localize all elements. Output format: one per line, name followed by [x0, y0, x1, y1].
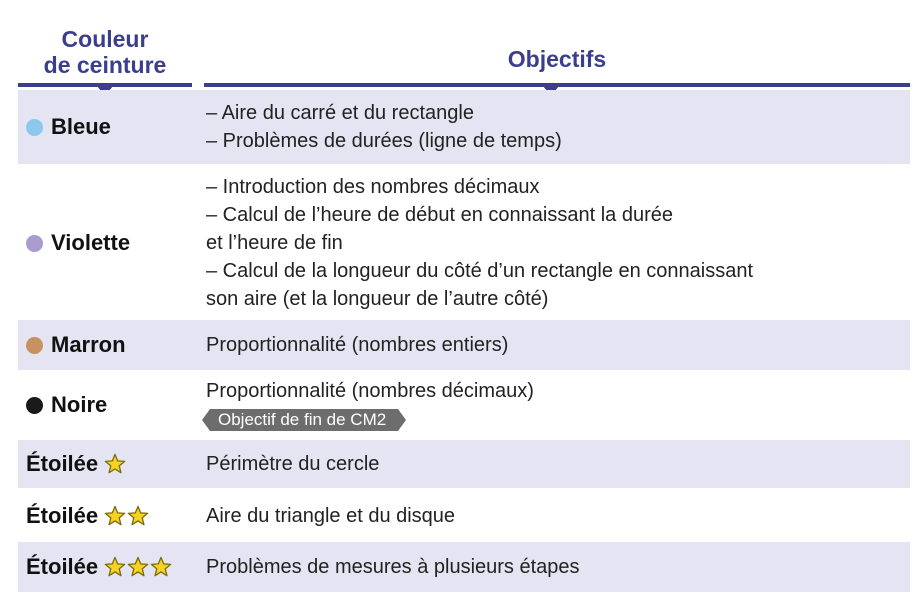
belt-label: Noire [51, 392, 108, 417]
objective-line: Proportionnalité (nombres décimaux) [206, 380, 534, 402]
belt-label: Violette [51, 230, 131, 255]
table-row-star-2 [18, 492, 910, 540]
belt-cell [18, 503, 204, 529]
objectives-cell [204, 173, 753, 313]
star-rating [104, 505, 149, 527]
objective-line: – Introduction des nombres décimaux [206, 176, 540, 198]
objective-line: – Problèmes de durées (ligne de temps) [206, 130, 562, 152]
table-row-blue [18, 90, 910, 164]
star-rating [104, 556, 172, 578]
belt-header-line2: de ceinture [43, 52, 167, 78]
end-of-cm2-badge: Objectif de fin de CM2 [210, 409, 398, 431]
star-rating [104, 453, 126, 475]
objectives-cell [204, 553, 580, 581]
objective-line: – Aire du carré et du rectangle [206, 102, 474, 124]
objective-line: Proportionnalité (nombres entiers) [206, 334, 509, 356]
objective-line: son aire (et la longueur de l’autre côté) [206, 288, 549, 310]
objective-line: Aire du triangle et du disque [206, 505, 456, 527]
violet-dot-icon [26, 235, 43, 252]
objective-line: Problèmes de mesures à plusieurs étapes [206, 556, 580, 578]
table-row-black [18, 372, 910, 438]
blue-dot-icon [26, 119, 43, 136]
objectives-header: Objectifs [507, 46, 607, 72]
objectives-cell [204, 377, 534, 433]
brown-dot-icon [26, 337, 43, 354]
black-dot-icon [26, 397, 43, 414]
belt-cell [18, 392, 204, 418]
objective-line: Périmètre du cercle [206, 453, 380, 475]
star-icon [104, 505, 126, 527]
star-icon [150, 556, 172, 578]
star-icon [127, 505, 149, 527]
star-icon [104, 556, 126, 578]
table-row-violet [18, 168, 910, 318]
table-row-brown [18, 320, 910, 370]
table-row-star-1 [18, 440, 910, 488]
table-row-star-3 [18, 542, 910, 592]
star-icon [104, 453, 126, 475]
belt-label: Étoilée [26, 503, 99, 528]
belt-label: Bleue [51, 114, 111, 139]
belt-label: Marron [51, 332, 126, 357]
objective-line: – Calcul de l’heure de début en connaissant la durée [206, 204, 673, 226]
belt-cell [18, 451, 204, 477]
objective-line: – Calcul de la longueur du côté d’un rectangle en connaissant [206, 260, 754, 282]
objectives-cell [204, 502, 455, 530]
belt-cell [18, 230, 204, 256]
objectives-cell [204, 99, 562, 155]
belt-cell [18, 114, 204, 140]
star-icon [127, 556, 149, 578]
belt-label: Étoilée [26, 554, 99, 579]
belt-cell [18, 554, 204, 580]
objectives-cell [204, 450, 379, 478]
objective-line: et l’heure de fin [206, 232, 343, 254]
belt-label: Étoilée [26, 451, 99, 476]
belt-cell [18, 332, 204, 358]
objectives-cell [204, 331, 508, 359]
belt-color-header [18, 26, 192, 78]
belt-header-line1: Couleur [61, 26, 149, 52]
